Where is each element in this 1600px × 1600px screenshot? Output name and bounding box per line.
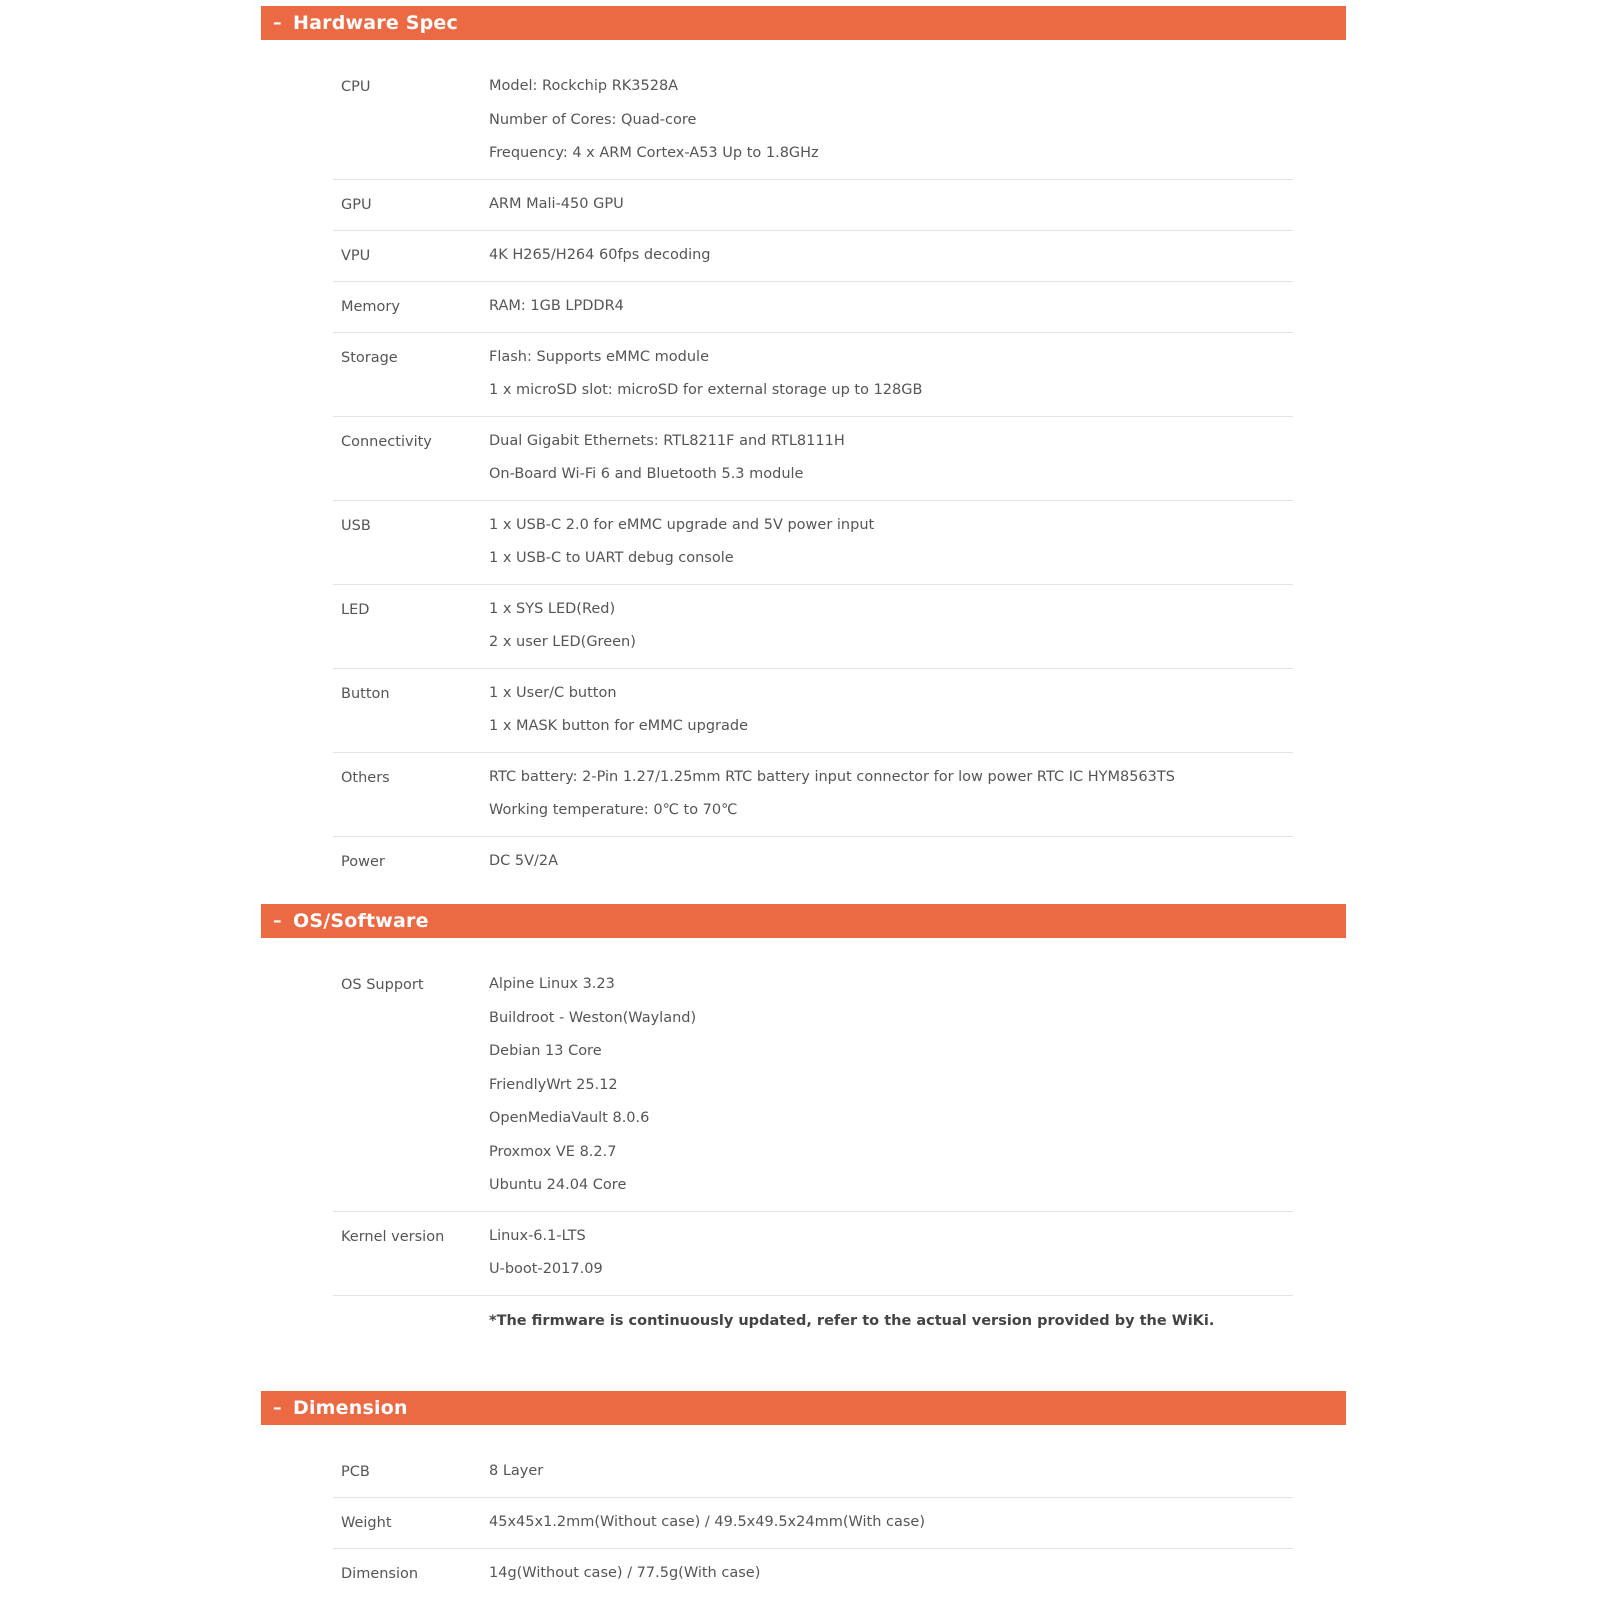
spec-label: PCB <box>341 1464 370 1480</box>
spec-table <box>333 968 1293 1338</box>
spec-values <box>489 668 1293 752</box>
spec-label: GPU <box>333 179 489 230</box>
spec-value: 1 x microSD slot: microSD for external storage up to 128GB <box>489 382 923 398</box>
spec-values <box>489 1211 1293 1295</box>
spec-value: 1 x MASK button for eMMC upgrade <box>489 718 749 734</box>
spec-value: 4K H265/H264 60fps decoding <box>489 246 711 263</box>
section-header-os-software[interactable] <box>261 904 1346 938</box>
spec-values <box>489 70 1293 179</box>
spec-row-pcb <box>333 1455 1293 1498</box>
section-header-hardware-spec[interactable] <box>261 6 1346 40</box>
spec-value: Number of Cores: Quad-core <box>489 111 697 128</box>
firmware-note: *The firmware is continuously updated, refer to the actual version provided by the WiKi. <box>489 1295 1293 1338</box>
spec-row-kernel-version <box>333 1211 1293 1295</box>
minus-icon[interactable]: – <box>273 910 282 931</box>
section-title: Dimension <box>293 1397 408 1419</box>
spec-values <box>489 1498 1293 1549</box>
spec-row-usb <box>333 500 1293 584</box>
spec-label: VPU <box>333 230 489 281</box>
spec-table <box>333 70 1293 887</box>
spec-value: 45x45x1.2mm(Without case) / 49.5x49.5x24mm(With case) <box>489 1514 926 1530</box>
spec-value: Buildroot - Weston(Wayland) <box>489 1009 697 1026</box>
spec-value: Flash: Supports eMMC module <box>489 348 709 365</box>
firmware-note-row <box>333 1295 1293 1338</box>
spec-row-connectivity <box>333 416 1293 500</box>
spec-label: Others <box>333 752 489 836</box>
spec-values <box>489 1549 1293 1600</box>
spec-values <box>489 584 1293 668</box>
spec-value: 1 x User/C button <box>489 684 617 701</box>
spec-values <box>489 230 1293 281</box>
spec-value: DC 5V/2A <box>489 852 559 869</box>
spec-values <box>489 332 1293 416</box>
spec-value: RAM: 1GB LPDDR4 <box>489 297 624 314</box>
spec-row-gpu <box>333 179 1293 230</box>
spec-value: 1 x USB-C to UART debug console <box>489 550 734 566</box>
spec-value: Proxmox VE 8.2.7 <box>489 1143 617 1160</box>
spec-value: Model: Rockchip RK3528A <box>489 78 679 94</box>
spec-value: 14g(Without case) / 77.5g(With case) <box>489 1565 761 1581</box>
spec-row-power <box>333 836 1293 887</box>
spec-label: CPU <box>341 79 371 95</box>
spec-row-button <box>333 668 1293 752</box>
spec-values <box>489 281 1293 332</box>
empty-label <box>333 1295 489 1338</box>
spec-value: 1 x SYS LED(Red) <box>489 600 616 617</box>
spec-value: ARM Mali-450 GPU <box>489 195 624 212</box>
spec-label: LED <box>333 584 489 668</box>
section-title: Hardware Spec <box>293 12 458 34</box>
spec-value: On-Board Wi-Fi 6 and Bluetooth 5.3 module <box>489 466 804 482</box>
section-title: OS/Software <box>293 910 429 932</box>
spec-value: Linux-6.1-LTS <box>489 1227 586 1244</box>
section-header-dimension[interactable] <box>261 1391 1346 1425</box>
spec-label: Memory <box>333 281 489 332</box>
spec-label: OS Support <box>341 977 424 993</box>
spec-values <box>489 836 1293 887</box>
spec-value: Alpine Linux 3.23 <box>489 976 615 992</box>
spec-row-dimension <box>333 1549 1293 1600</box>
spec-row-vpu <box>333 230 1293 281</box>
spec-values <box>489 1455 1293 1498</box>
spec-row-others <box>333 752 1293 836</box>
spec-values <box>489 968 1293 1211</box>
spec-values <box>489 500 1293 584</box>
spec-value: Debian 13 Core <box>489 1043 602 1059</box>
spec-row-os-support <box>333 968 1293 1211</box>
minus-icon[interactable]: – <box>273 12 282 33</box>
spec-row-led <box>333 584 1293 668</box>
spec-row-storage <box>333 332 1293 416</box>
spec-value: 8 Layer <box>489 1463 544 1479</box>
spec-values <box>489 752 1293 836</box>
spec-value: Working temperature: 0℃ to 70℃ <box>489 802 738 818</box>
spec-row-memory <box>333 281 1293 332</box>
spec-row-weight <box>333 1498 1293 1549</box>
spec-value: Frequency: 4 x ARM Cortex-A53 Up to 1.8GHz <box>489 145 819 161</box>
spec-value: 1 x USB-C 2.0 for eMMC upgrade and 5V power input <box>489 516 875 533</box>
spec-value: OpenMediaVault 8.0.6 <box>489 1110 650 1126</box>
spec-value: Ubuntu 24.04 Core <box>489 1177 627 1193</box>
spec-label: USB <box>333 500 489 584</box>
minus-icon[interactable]: – <box>273 1397 282 1418</box>
spec-value: RTC battery: 2-Pin 1.27/1.25mm RTC battery input connector for low power RTC IC HYM8563TS <box>489 768 1175 785</box>
spec-label: Weight <box>333 1498 489 1549</box>
spec-values <box>489 416 1293 500</box>
spec-label: Power <box>333 836 489 887</box>
spec-table <box>333 1455 1293 1599</box>
spec-values <box>489 179 1293 230</box>
spec-value: 2 x user LED(Green) <box>489 634 636 650</box>
spec-label: Kernel version <box>333 1211 489 1295</box>
spec-row-cpu <box>333 70 1293 179</box>
spec-value: FriendlyWrt 25.12 <box>489 1076 618 1093</box>
spec-label: Connectivity <box>333 416 489 500</box>
spec-label: Button <box>333 668 489 752</box>
spec-value: Dual Gigabit Ethernets: RTL8211F and RTL8111H <box>489 432 845 449</box>
spec-label: Storage <box>333 332 489 416</box>
spec-label: Dimension <box>333 1549 489 1600</box>
spec-value: U-boot-2017.09 <box>489 1261 603 1277</box>
